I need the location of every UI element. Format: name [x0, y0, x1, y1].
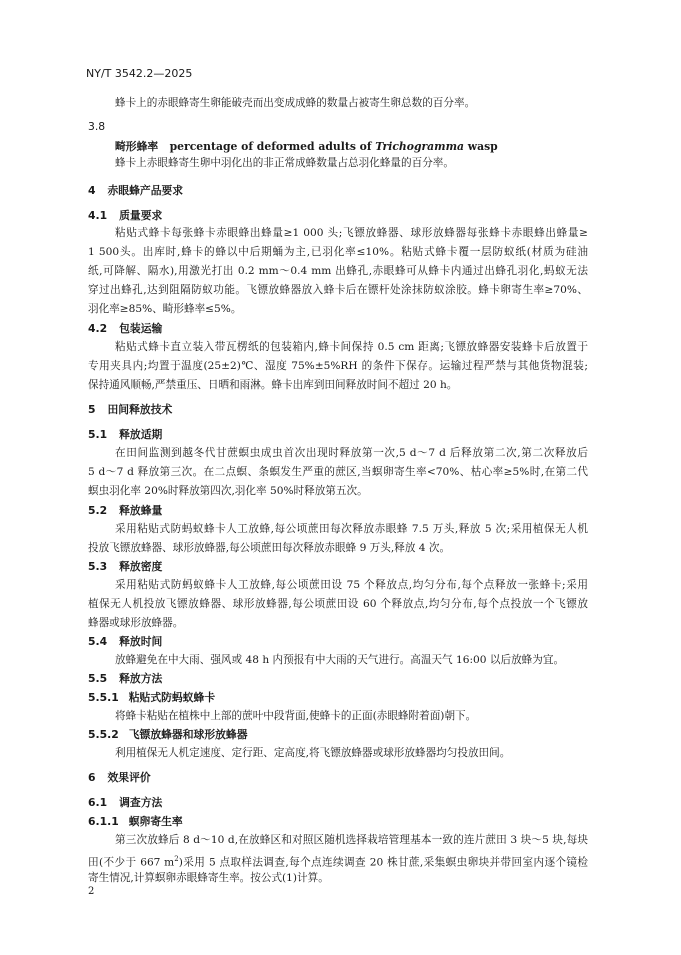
s3-8-term-en-prefix: percentage of deformed adults of: [169, 140, 376, 153]
s6-1-1-line-2: [88, 852, 588, 870]
s5-5-2-line: 利用植保无人机定速度、定行距、定高度,将飞镖放蜂器或球形放蜂器均匀投放田间。: [115, 747, 511, 759]
s3-8-term: [115, 140, 498, 154]
standard-number-header: NY/T 3542.2—2025: [86, 67, 193, 80]
s5-5-2-heading: [88, 728, 248, 742]
s5-2-title: 释放蜂量: [119, 504, 163, 517]
s4-1-line: 羽化率≥85%、畸形蜂率≤5%。: [88, 303, 242, 315]
s5-3-title: 释放密度: [119, 560, 163, 573]
s5-2-line: 投放飞镖放蜂器、球形放蜂器,每公顷蔗田每次释放赤眼蜂 9 万头,释放 4 次。: [88, 542, 451, 554]
s6-title: 效果评价: [107, 771, 151, 784]
s5-5-1-line: 将蜂卡粘贴在植株中上部的蔗叶中段背面,使蜂卡的正面(赤眼蜂附着面)朝下。: [115, 710, 477, 722]
s6-1-1-number: 6.1.1: [88, 815, 119, 828]
s6-1-1-line-2a: 田(不少于 667 m: [88, 856, 175, 869]
s4-title: 赤眼蜂产品要求: [107, 184, 184, 197]
s4-2-number: 4.2: [88, 322, 108, 335]
s6-heading: [88, 771, 151, 785]
s4-2-line: 保持通风顺畅,严禁重压、日晒和雨淋。蜂卡出库到田间释放时间不超过 20 h。: [88, 379, 458, 391]
s6-1-1-title: 螟卵寄生率: [128, 815, 183, 828]
s5-2-line: 采用粘贴式防蚂蚁蜂卡人工放蜂,每公顷蔗田每次释放赤眼蜂 7.5 万头,释放 5 次;采用植保无人机: [115, 523, 588, 535]
s4-number: 4: [88, 184, 96, 197]
s3-8-term-en-italic: Trichogramma: [375, 140, 465, 153]
s3-8-term-zh: 畸形蜂率: [115, 140, 159, 153]
area-superscript: 2: [174, 855, 179, 863]
s5-5-number: 5.5: [88, 672, 108, 685]
s4-1-title: 质量要求: [119, 209, 163, 222]
s5-2-number: 5.2: [88, 504, 108, 517]
s5-3-line: 植保无人机投放飞镖放蜂器、球形放蜂器,每公顷蔗田设 60 个释放点,均匀分布,每个点投放一个飞镖放: [88, 598, 588, 610]
s5-5-1-title: 粘贴式防蚂蚁蜂卡: [128, 691, 216, 704]
s5-1-line: 5 d～7 d 释放第三次。在二点螟、条螟发生严重的蔗区,当螟卵寄生率<70%、枯心率≥5%时,在第二代: [88, 466, 588, 478]
s5-1-line: 在田间监测到越冬代甘蔗螟虫成虫首次出现时释放第一次,5 d～7 d 后释放第二次,第二次释放后: [115, 447, 588, 459]
s4-1-line: 纸,可降解、隔水),用激光打出 0.2 mm～0.4 mm 出蜂孔,赤眼蜂可从蜂卡内通过出蜂孔羽化,蚂蚁无法: [88, 265, 588, 277]
s4-1-line: 穿过出蜂孔,达到阻隔防蚁功能。飞镖放蜂器放入蜂卡后在镖杆处涂抹防蚁涂胶。蜂卡卵寄生率≥70%、: [88, 284, 588, 296]
s5-3-number: 5.3: [88, 560, 108, 573]
s4-1-line: 1 500头。出库时,蜂卡的蜂以中后期蛹为主,已羽化率≤10%。粘贴式蜂卡覆一层防蚁纸(材质为硅油: [88, 246, 588, 258]
s5-5-2-number: 5.5.2: [88, 728, 119, 741]
s6-1-heading: [88, 796, 162, 810]
s5-2-heading: [88, 504, 162, 518]
s5-1-number: 5.1: [88, 428, 108, 441]
s6-number: 6: [88, 771, 96, 784]
s6-1-1-line: 寄生情况,计算螟卵赤眼蜂寄生率。按公式(1)计算。: [88, 872, 329, 884]
s5-1-title: 释放适期: [119, 428, 163, 441]
s3-8-number: 3.8: [88, 120, 106, 133]
s5-4-heading: [88, 635, 162, 649]
s5-5-1-number: 5.5.1: [88, 691, 119, 704]
s4-heading: [88, 184, 183, 198]
s6-1-number: 6.1: [88, 796, 108, 809]
s5-5-title: 释放方法: [119, 672, 163, 685]
s5-1-line: 螟虫羽化率 20%时释放第四次,羽化率 50%时释放第五次。: [88, 485, 368, 497]
s3-7-definition: 蜂卡上的赤眼蜂寄生卵能破壳而出变成成蜂的数量占被寄生卵总数的百分率。: [115, 97, 476, 109]
s4-1-line: 粘贴式蜂卡每张蜂卡赤眼蜂出蜂量≥1 000 头;飞镖放蜂器、球形放蜂器每张蜂卡赤眼蜂出蜂量≥: [115, 227, 588, 239]
s5-4-line: 放蜂避免在中大雨、强风或 48 h 内预报有中大雨的天气进行。高温天气 16:00 以后放蜂为宜。: [115, 654, 565, 666]
s4-1-number: 4.1: [88, 209, 108, 222]
s5-3-line: 蜂器或球形放蜂器。: [88, 617, 184, 629]
s4-1-heading: [88, 209, 162, 223]
s3-8-term-en-suffix: wasp: [464, 140, 498, 153]
s5-3-heading: [88, 560, 162, 574]
s6-1-1-line: 第三次放蜂后 8 d～10 d,在放蜂区和对照区随机选择栽培管理基本一致的连片蔗田 3 块～5 块,每块: [115, 834, 588, 846]
s5-5-1-heading: [88, 691, 215, 705]
s5-3-line: 采用粘贴式防蚂蚁蜂卡人工放蜂,每公顷蔗田设 75 个释放点,均匀分布,每个点释放一张蜂卡;采用: [115, 579, 588, 591]
s6-1-title: 调查方法: [119, 796, 163, 809]
s5-heading: [88, 403, 172, 417]
s4-2-heading: [88, 322, 162, 336]
s5-5-heading: [88, 672, 162, 686]
s5-1-heading: [88, 428, 162, 442]
s5-4-title: 释放时间: [119, 635, 163, 648]
s4-2-line: 专用夹具内;均置于温度(25±2)℃、湿度 75%±5%RH 的条件下保存。运输过程严禁与其他货物混装;: [88, 360, 588, 372]
page-number: 2: [88, 886, 95, 897]
s5-4-number: 5.4: [88, 635, 108, 648]
s3-8-definition: 蜂卡上赤眼蜂寄生卵中羽化出的非正常成蜂数量占总羽化蜂量的百分率。: [115, 157, 454, 169]
s6-1-1-heading: [88, 815, 183, 829]
s4-2-line: 粘贴式蜂卡直立装入带瓦楞纸的包装箱内,蜂卡间保持 0.5 cm 距离;飞镖放蜂器安装蜂卡后放置于: [115, 341, 588, 353]
s5-title: 田间释放技术: [107, 403, 173, 416]
s5-number: 5: [88, 403, 96, 416]
s4-2-title: 包装运输: [119, 322, 163, 335]
s5-5-2-title: 飞镖放蜂器和球形放蜂器: [128, 728, 248, 741]
s6-1-1-line-2b: )采用 5 点取样法调查,每个点连续调查 20 株甘蔗,采集螟虫卵块并带回室内逐个镜检: [178, 856, 588, 869]
